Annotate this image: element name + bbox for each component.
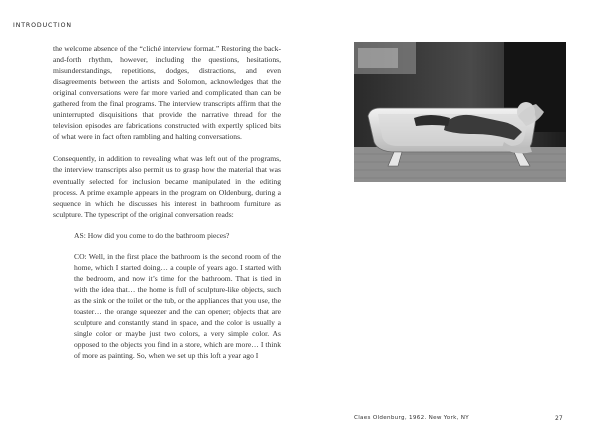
- photo-caption: Claes Oldenburg, 1962. New York, NY: [354, 415, 469, 421]
- page-number: 27: [555, 415, 563, 422]
- body-text: [53, 43, 281, 361]
- quote-answer: CO: Well, in the first place the bathroom is the second room of the home, which I started doing… a couple of years ago. I started with the bedroom, and now it’s time for the bathroom. That is tied in with the idea that… the home is full of sculpture-like objects, such as the sink or the toilet or the tub, or the appliances that you use, the toaster… the orange squeezer and the can opener; objects that are sculpture and constantly stand in space, and the color is usually a single color or maybe just two colors, a very simple color. As opposed to the objects you find in a store, which are more… I think of more as painting. So, when we set up this loft a year ago I: [74, 251, 281, 361]
- paragraph: Consequently, in addition to revealing what was left out of the programs, the interview transcripts also permit us to grasp how the material that was eventually selected for inclusion became manipulated in the editing process. A prime example appears in the program on Oldenburg, during a sequence in which he discusses his interest in bathroom furniture as sculpture. The typescript of the original conversation reads:: [53, 154, 281, 219]
- bathtub-photo: [354, 42, 566, 182]
- running-head: INTRODUCTION: [13, 22, 72, 29]
- paragraph: the welcome absence of the “cliché interview format.” Restoring the back-and-forth rhythm, however, including the questions, hesitations, misunderstandings, repetitions, dodges, distractions, and even disagreements between the artists and Solomon, acknowledges that the original conversations were far more varied and complicated than can be gathered from the final programs. The interview transcripts affirm that the uninterrupted disquisitions that provide the narrative thread for the television episodes are fabrications constructed with expertly spliced bits of what were in fact often rambling and halting conversations.: [53, 44, 281, 142]
- quote-question: AS: How did you come to do the bathroom pieces?: [74, 230, 230, 240]
